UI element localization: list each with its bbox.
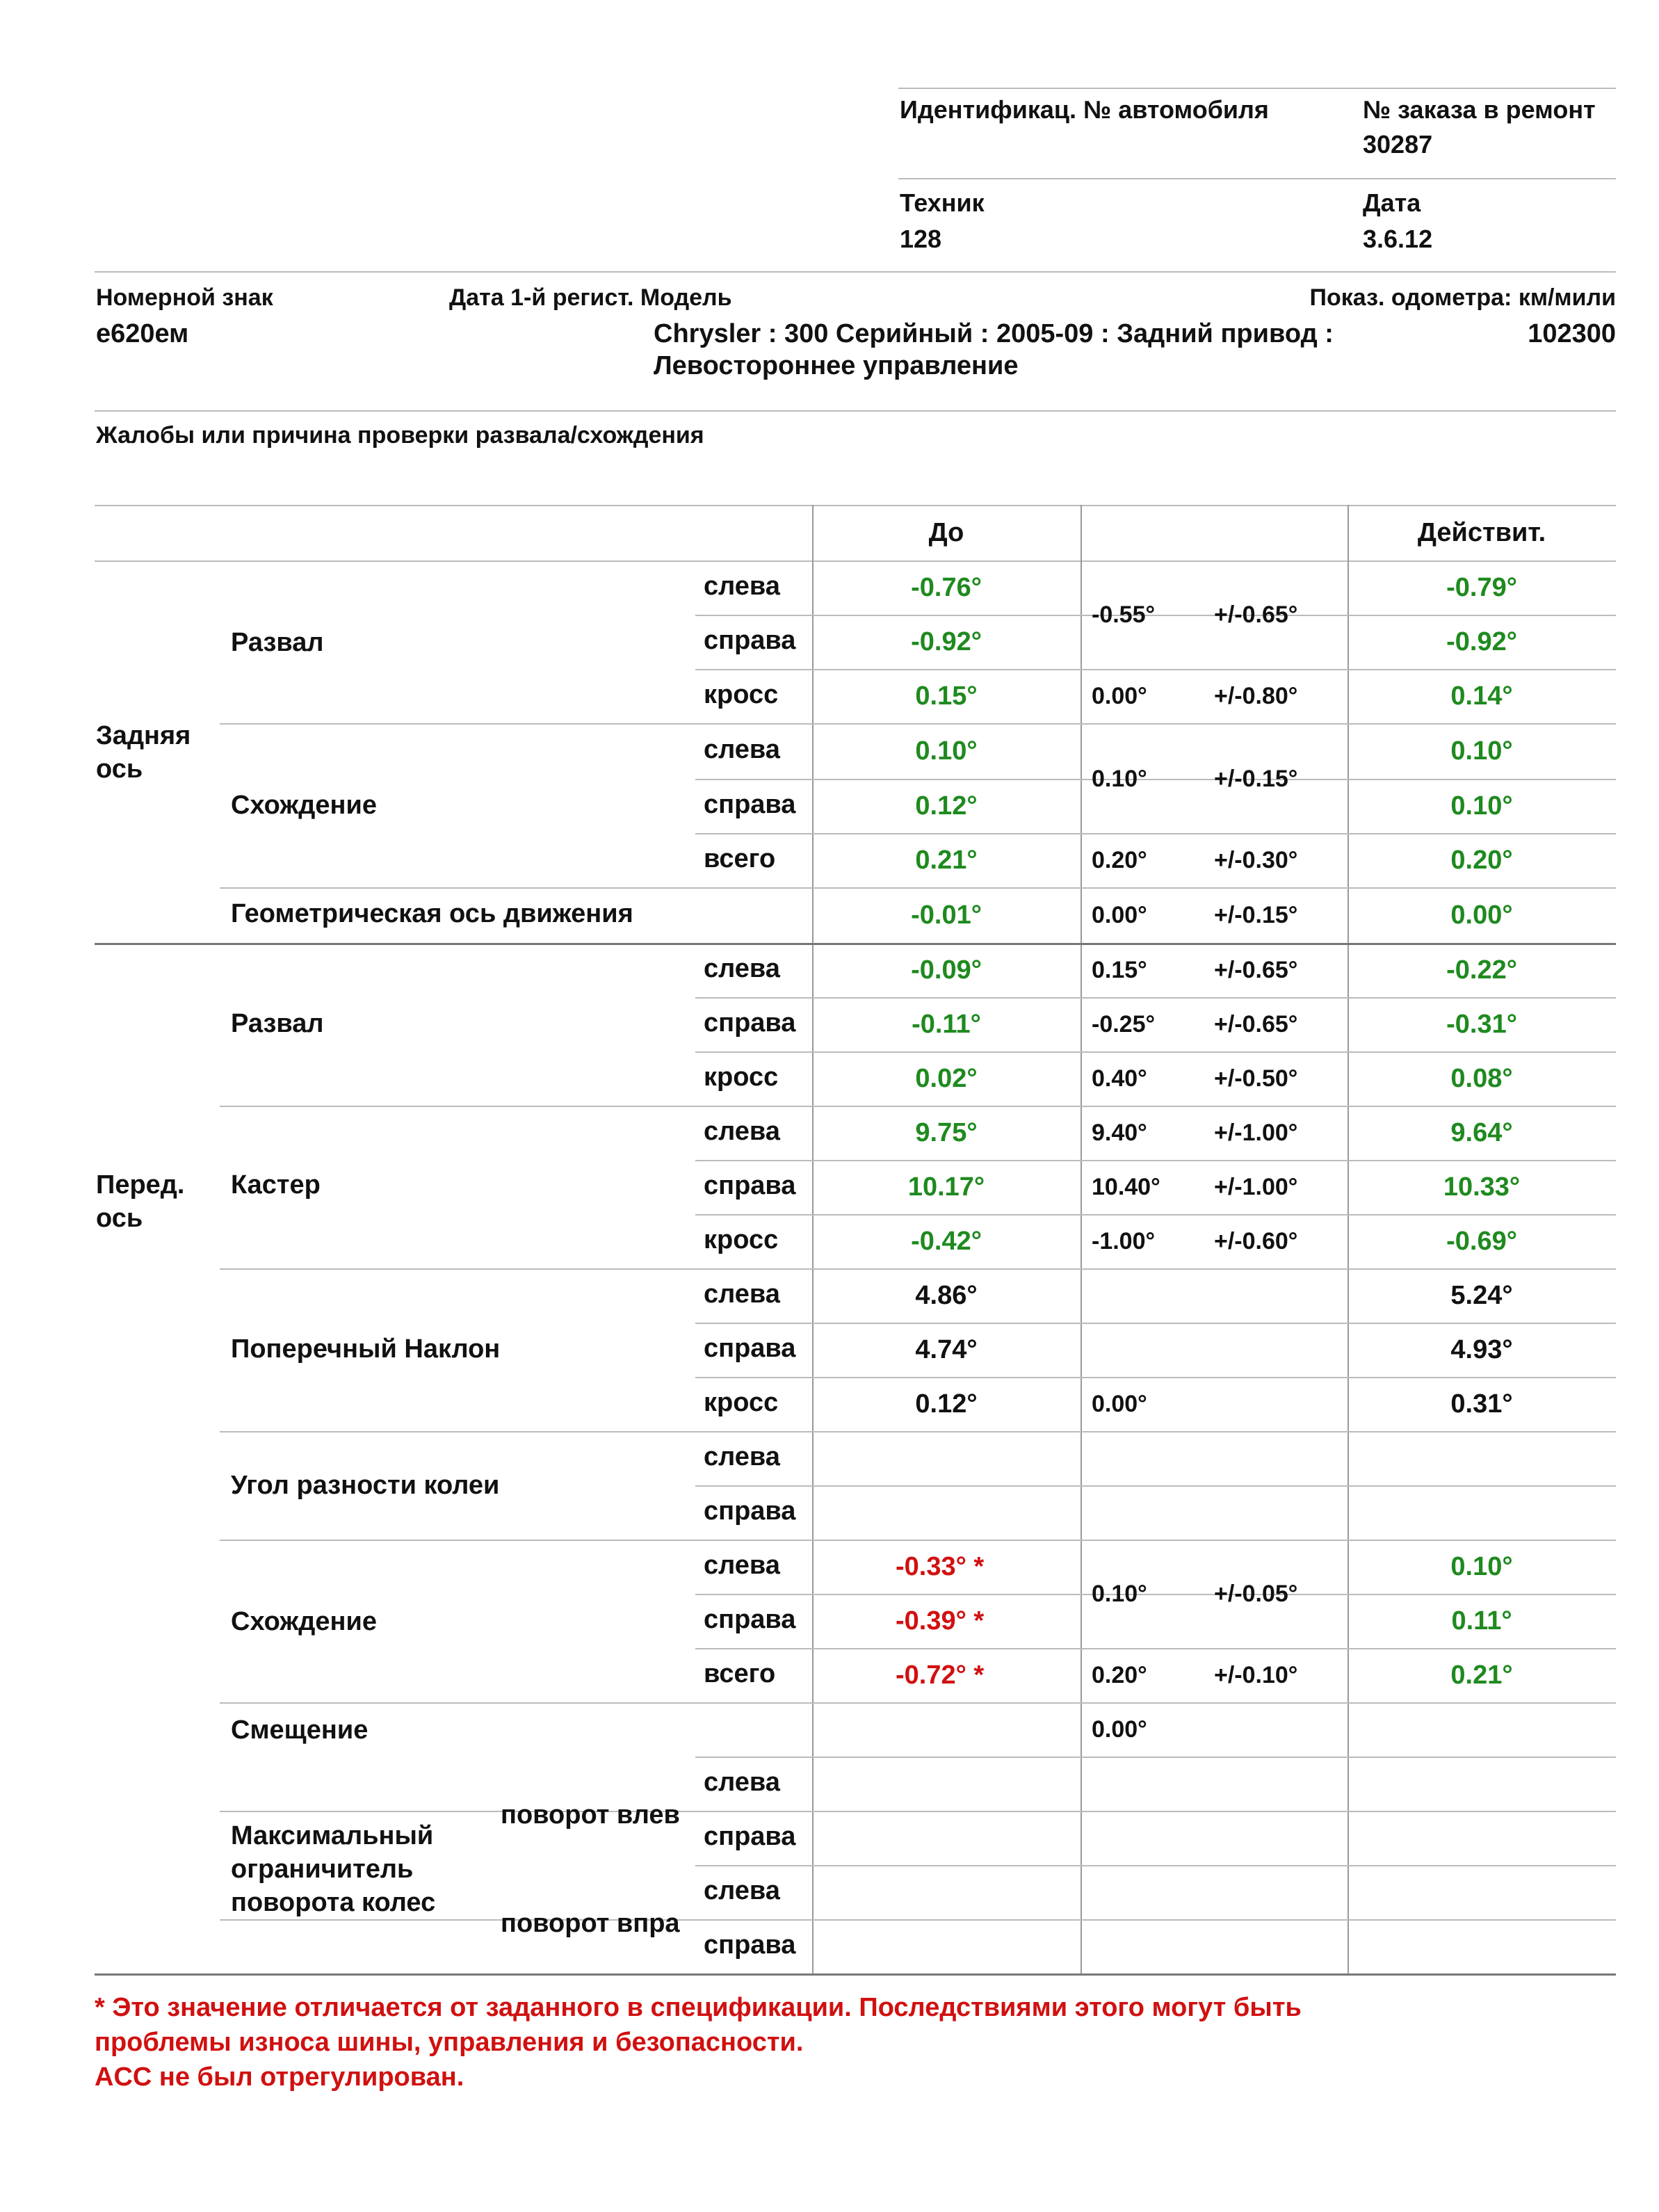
side-label-left: слева	[704, 1442, 780, 1471]
row-rule	[220, 887, 1616, 889]
value-f-camber-r-actual: -0.31°	[1446, 1010, 1517, 1039]
side-label-left: слева	[704, 954, 780, 983]
row-rule	[695, 1865, 1616, 1866]
value-caster-r-actual: 10.33°	[1443, 1172, 1521, 1202]
row-rule	[695, 833, 1616, 834]
table-bottom-rule	[95, 1973, 1616, 1976]
row-rule	[695, 1214, 1616, 1216]
vehicle-rule	[95, 410, 1616, 412]
row-rule	[695, 1648, 1616, 1649]
side-label-right: справа	[704, 626, 796, 655]
row-rule	[220, 1919, 1616, 1921]
value-caster-r-tol: +/-1.00°	[1214, 1174, 1298, 1200]
side-label-cross: кросс	[704, 1225, 779, 1254]
header-rule-bottom	[95, 271, 1616, 273]
value-r-toe-t-actual: 0.20°	[1450, 846, 1513, 875]
value-r-toe-r-before: 0.12°	[915, 791, 978, 821]
row-rule	[695, 779, 1616, 780]
header-rule-mid	[898, 178, 1616, 179]
value-f-camber-c-actual: 0.08°	[1450, 1064, 1513, 1093]
value-thrust-tol: +/-0.15°	[1214, 902, 1298, 928]
footnote-line-2: проблемы износа шины, управления и безопасности.	[95, 2028, 804, 2057]
side-label-right: справа	[704, 1334, 796, 1363]
model-line-1: Chrysler : 300 Серийный : 2005-09 : Задний привод :	[654, 319, 1334, 348]
footnote-line-1: * Это значение отличается от заданного в спецификации. Последствиями этого могут быть	[95, 1993, 1302, 2022]
value-f-camber-c-tol: +/-0.50°	[1214, 1065, 1298, 1092]
model-line-2: Левостороннее управление	[654, 351, 1019, 380]
axle-divider	[95, 943, 1616, 945]
value-f-toe-l-actual: 0.10°	[1450, 1552, 1513, 1581]
value-r-toe-spec: 0.10°	[1092, 766, 1147, 792]
value-sai-r-actual: 4.93°	[1450, 1335, 1513, 1364]
row-rule	[695, 1323, 1616, 1324]
value-f-camber-l-tol: +/-0.65°	[1214, 957, 1298, 983]
odometer-label: Показ. одометра: км/мили	[1309, 284, 1616, 311]
odometer-value: 102300	[1528, 319, 1616, 348]
order-value: 30287	[1363, 130, 1433, 159]
value-caster-l-tol: +/-1.00°	[1214, 1120, 1298, 1146]
group-rear-axle: Задняя ось	[96, 721, 191, 784]
plate-value: е620ем	[96, 319, 189, 348]
value-r-camber-l-before: -0.76°	[911, 573, 982, 602]
param-front-toe: Схождение	[231, 1607, 377, 1636]
row-rule	[695, 1377, 1616, 1378]
side-label-right: справа	[704, 1496, 796, 1526]
side-label-right: справа	[704, 790, 796, 819]
param-sai: Поперечный Наклон	[231, 1334, 501, 1364]
param-rear-camber: Развал	[231, 628, 324, 657]
value-f-toe-t-before: -0.72° *	[896, 1661, 985, 1690]
side-label-left: слева	[704, 1279, 780, 1309]
param-front-camber: Развал	[231, 1009, 324, 1038]
value-caster-l-actual: 9.64°	[1450, 1118, 1513, 1147]
row-rule	[695, 1160, 1616, 1161]
value-f-camber-l-before: -0.09°	[911, 955, 982, 985]
header-rule-top	[898, 88, 1616, 89]
value-sai-c-spec: 0.00°	[1092, 1391, 1147, 1417]
date-label: Дата	[1363, 188, 1421, 217]
value-sai-c-actual: 0.31°	[1450, 1389, 1513, 1419]
value-sai-c-before: 0.12°	[915, 1389, 978, 1419]
value-caster-c-actual: -0.69°	[1446, 1227, 1517, 1256]
value-r-camber-tol: +/-0.65°	[1214, 602, 1298, 628]
row-rule	[220, 1811, 1616, 1812]
param-caster: Кастер	[231, 1170, 321, 1200]
value-r-camber-c-before: 0.15°	[915, 681, 978, 711]
value-caster-l-before: 9.75°	[915, 1118, 978, 1147]
value-f-camber-l-actual: -0.22°	[1446, 955, 1517, 985]
complaint-label: Жалобы или причина проверки развала/схождения	[96, 422, 704, 449]
value-thrust-spec: 0.00°	[1092, 902, 1147, 928]
col-divider-spec	[1081, 505, 1082, 1973]
table-header-rule	[95, 560, 1616, 562]
side-label-total: всего	[704, 1659, 776, 1688]
side-label-right: справа	[704, 1605, 796, 1634]
value-r-toe-l-before: 0.10°	[915, 736, 978, 766]
value-sai-l-actual: 5.24°	[1450, 1281, 1513, 1310]
date-value: 3.6.12	[1363, 225, 1433, 253]
order-label: № заказа в ремонт	[1363, 95, 1596, 124]
row-rule	[220, 1702, 1616, 1704]
value-setback-spec: 0.00°	[1092, 1716, 1147, 1743]
side-label-right: справа	[704, 1930, 796, 1960]
row-rule	[695, 1051, 1616, 1053]
value-r-toe-l-actual: 0.10°	[1450, 736, 1513, 766]
value-caster-c-tol: +/-0.60°	[1214, 1228, 1298, 1254]
side-label-left: слева	[704, 1117, 780, 1146]
param-max-steer: Максимальный ограничитель поворота колес	[231, 1821, 436, 1917]
plate-label: Номерной знак	[96, 284, 273, 311]
param-setback: Смещение	[231, 1715, 369, 1745]
row-rule	[220, 1268, 1616, 1270]
value-f-toe-l-before: -0.33° *	[896, 1552, 985, 1581]
row-rule	[220, 1540, 1616, 1541]
row-rule	[220, 723, 1616, 725]
tech-label: Техник	[900, 188, 985, 217]
value-r-camber-r-actual: -0.92°	[1446, 627, 1517, 656]
row-rule	[695, 1594, 1616, 1595]
side-label-left: слева	[704, 735, 780, 764]
col-actual-header: Действит.	[1417, 518, 1546, 547]
value-f-camber-c-before: 0.02°	[915, 1064, 978, 1093]
value-r-camber-r-before: -0.92°	[911, 627, 982, 656]
value-f-toe-t-actual: 0.21°	[1450, 1661, 1513, 1690]
value-f-toe-spec: 0.10°	[1092, 1581, 1147, 1607]
value-caster-r-before: 10.17°	[907, 1172, 985, 1202]
value-f-camber-r-tol: +/-0.65°	[1214, 1011, 1298, 1038]
param-rear-toe: Схождение	[231, 791, 377, 820]
value-f-camber-l-spec: 0.15°	[1092, 957, 1147, 983]
value-r-toe-tol: +/-0.15°	[1214, 766, 1298, 792]
side-label-right: справа	[704, 1171, 796, 1200]
param-thrust: Геометрическая ось движения	[231, 899, 633, 928]
side-label-left: слева	[704, 1876, 780, 1905]
side-label-total: всего	[704, 844, 776, 873]
side-label-cross: кросс	[704, 680, 779, 709]
param-turn-left: поворот влев	[501, 1800, 680, 1830]
value-r-toe-t-before: 0.21°	[915, 846, 978, 875]
value-f-toe-t-spec: 0.20°	[1092, 1662, 1147, 1688]
side-label-left: слева	[704, 1768, 780, 1797]
value-r-camber-c-spec: 0.00°	[1092, 683, 1147, 709]
row-rule	[220, 1106, 1616, 1107]
value-r-camber-l-actual: -0.79°	[1446, 573, 1517, 602]
value-caster-c-spec: -1.00°	[1092, 1228, 1156, 1254]
value-f-toe-r-actual: 0.11°	[1451, 1606, 1512, 1636]
row-rule	[695, 615, 1616, 616]
row-rule	[695, 669, 1616, 670]
value-r-camber-c-tol: +/-0.80°	[1214, 683, 1298, 709]
vin-label: Идентификац. № автомобиля	[900, 95, 1269, 124]
row-rule	[695, 1757, 1616, 1758]
side-label-cross: кросс	[704, 1063, 779, 1092]
complaint-rule	[95, 505, 1616, 506]
side-label-right: справа	[704, 1822, 796, 1851]
value-f-toe-t-tol: +/-0.10°	[1214, 1662, 1298, 1688]
value-sai-r-before: 4.74°	[915, 1335, 978, 1364]
value-thrust-actual: 0.00°	[1450, 901, 1513, 930]
side-label-left: слева	[704, 572, 780, 601]
side-label-right: справа	[704, 1008, 796, 1038]
row-rule	[695, 1485, 1616, 1487]
row-rule	[695, 997, 1616, 999]
col-before-header: До	[928, 518, 964, 547]
value-f-camber-r-spec: -0.25°	[1092, 1011, 1156, 1038]
row-rule	[220, 1431, 1616, 1432]
value-f-toe-tol: +/-0.05°	[1214, 1581, 1298, 1607]
value-r-toe-t-tol: +/-0.30°	[1214, 847, 1298, 873]
side-label-left: слева	[704, 1551, 780, 1580]
value-f-toe-r-before: -0.39° *	[896, 1606, 985, 1636]
value-r-camber-c-actual: 0.14°	[1450, 681, 1513, 711]
param-toe-out-turns: Угол разности колеи	[231, 1471, 500, 1500]
value-f-camber-c-spec: 0.40°	[1092, 1065, 1147, 1092]
value-r-toe-r-actual: 0.10°	[1450, 791, 1513, 821]
value-r-camber-spec: -0.55°	[1092, 602, 1156, 628]
value-sai-l-before: 4.86°	[915, 1281, 978, 1310]
value-caster-r-spec: 10.40°	[1092, 1174, 1160, 1200]
param-turn-right: поворот впра	[501, 1909, 680, 1938]
value-caster-c-before: -0.42°	[911, 1227, 982, 1256]
value-r-toe-t-spec: 0.20°	[1092, 847, 1147, 873]
reg-model-label: Дата 1-й регист. Модель	[449, 284, 732, 311]
group-front-axle: Перед. ось	[96, 1170, 185, 1233]
value-thrust-before: -0.01°	[911, 901, 982, 930]
value-caster-l-spec: 9.40°	[1092, 1120, 1147, 1146]
side-label-cross: кросс	[704, 1388, 779, 1417]
value-f-camber-r-before: -0.11°	[912, 1010, 981, 1039]
footnote-line-3: ACC не был отрегулирован.	[95, 2062, 464, 2092]
tech-value: 128	[900, 225, 942, 253]
